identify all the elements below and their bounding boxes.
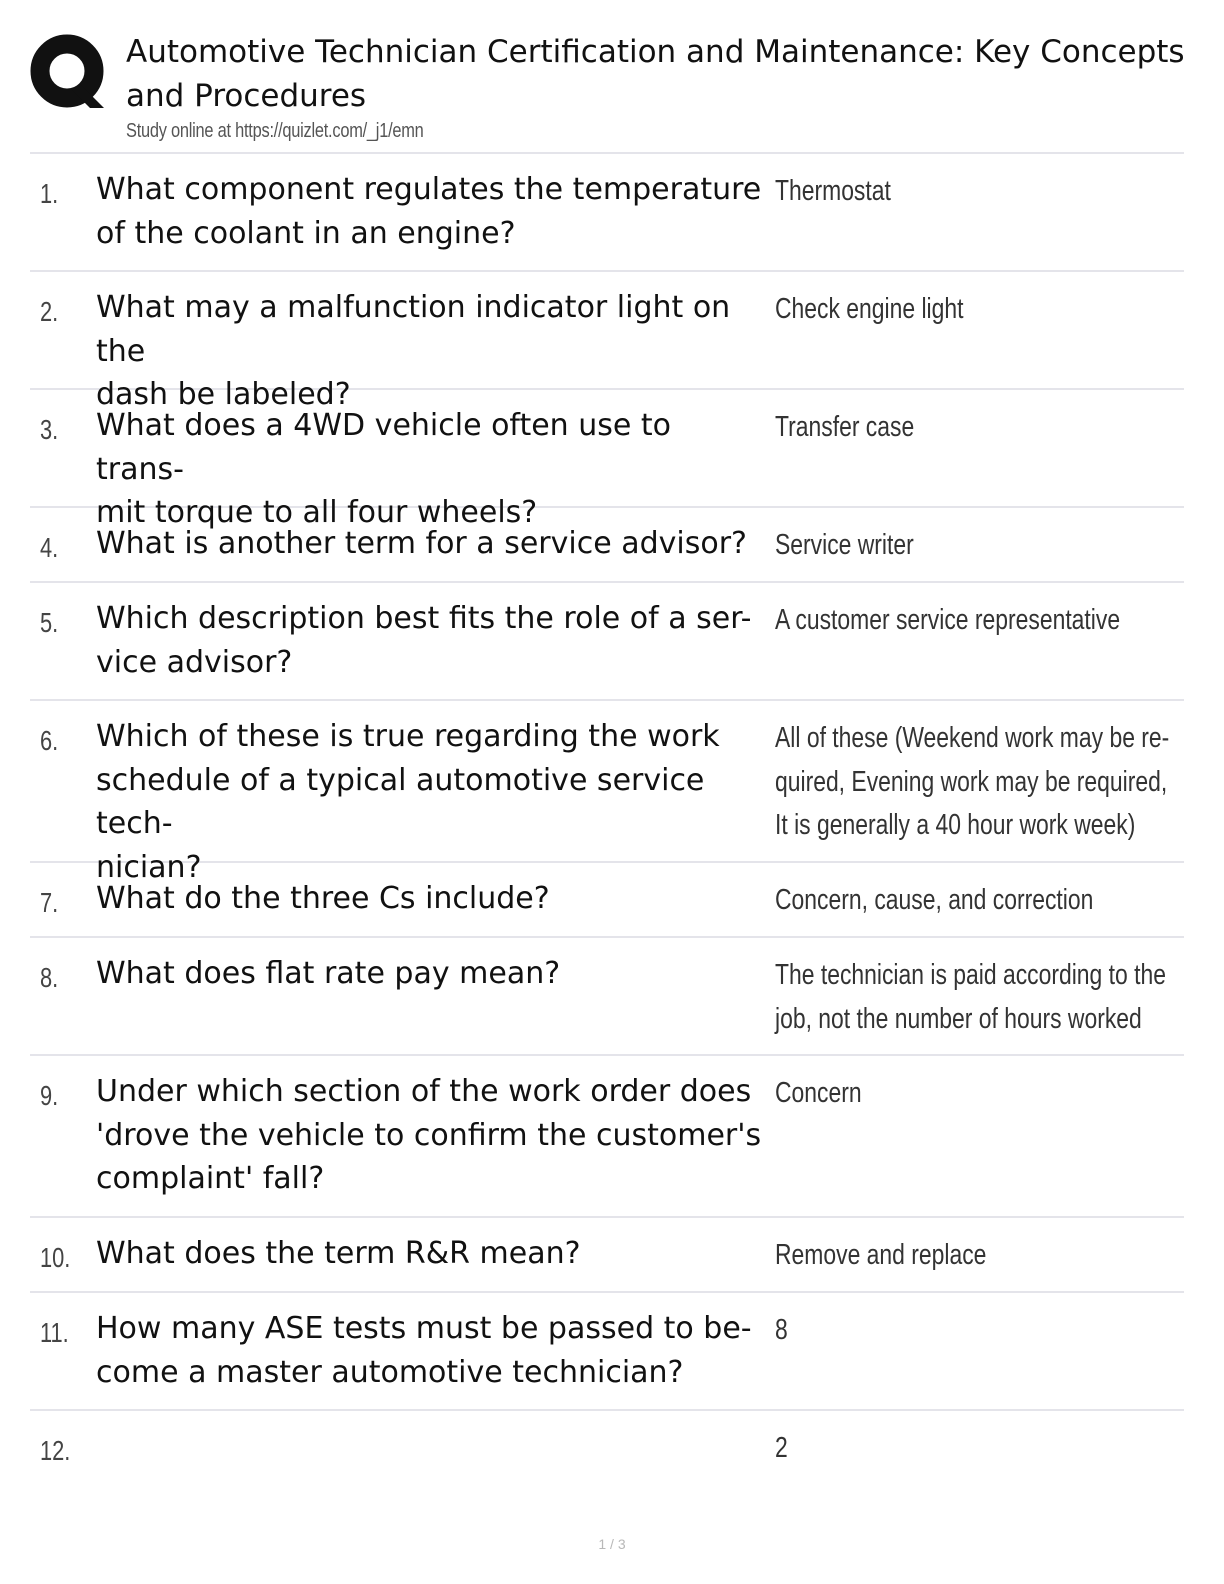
card-question: What component regulates the temperature of the coolant in an engine? [96,172,762,251]
card-answer: Transfer case [775,411,915,443]
card-number: 12. [40,1435,71,1466]
card-answer: Check engine light [775,293,964,325]
study-online-link[interactable]: Study online at https://quizlet.com/_j1/emn [126,120,424,142]
card-number: 7. [40,887,59,918]
flashcard-row [30,1293,1184,1411]
card-number: 3. [40,414,59,445]
flashcard-row [30,1056,1184,1218]
card-number: 5. [40,607,59,638]
card-answer: 2 [775,1432,788,1464]
document-header [30,30,1200,150]
flashcard-row [30,701,1184,885]
card-question: What does the term R&R mean? [96,1236,581,1271]
flashcard-row [30,390,1184,530]
card-question: What may a malfunction indicator light on the dash be labeled? [96,290,731,412]
card-number: 10. [40,1242,71,1273]
card-answer: Remove and replace [775,1239,987,1271]
flashcard-row [30,272,1184,412]
card-question: What does flat rate pay mean? [96,956,561,991]
card-question: Which description best fits the role of a ser- vice advisor? [96,601,752,680]
card-number: 9. [40,1080,59,1111]
flashcard-list [30,152,1184,1491]
card-number: 8. [40,962,59,993]
card-question: What does a 4WD vehicle often use to trans- mit torque to all four wheels? [96,408,671,530]
card-number: 4. [40,532,59,563]
flashcard-row [30,1411,1184,1491]
card-question: Under which section of the work order does 'drove the vehicle to confirm the customer's complaint' fall? [96,1074,762,1196]
flashcard-row [30,583,1184,701]
card-number: 11. [40,1317,69,1348]
flashcard-row [30,1218,1184,1293]
card-question: What do the three Cs include? [96,881,550,916]
card-answer: Concern [775,1077,862,1109]
card-answer: All of these (Weekend work may be re- quired, Evening work may be required, It is generally a 40 hour work week) [775,722,1170,841]
document-title: Automotive Technician Certification and Maintenance: Key Concepts and Procedures [126,34,1185,114]
card-question: How many ASE tests must be passed to be- come a master automotive technician? [96,1311,752,1390]
card-number: 6. [40,725,59,756]
flashcard-row [30,938,1184,1056]
card-question: What is another term for a service advisor? [96,526,747,561]
card-answer: Service writer [775,529,914,561]
card-number: 2. [40,296,59,327]
page-number: 1 / 3 [598,1536,626,1552]
card-answer: Thermostat [775,175,891,207]
flashcard-row [30,863,1184,938]
card-answer: The technician is paid according to the job, not the number of hours worked [775,959,1166,1035]
quizlet-q-logo-icon [30,34,108,112]
card-answer: A customer service representative [775,604,1121,636]
flashcard-row [30,154,1184,272]
card-question: Which of these is true regarding the work schedule of a typical automotive service tech- nician? [96,719,720,885]
card-answer: 8 [775,1314,788,1346]
flashcard-row [30,508,1184,583]
card-answer: Concern, cause, and correction [775,884,1094,916]
card-number: 1. [40,178,59,209]
